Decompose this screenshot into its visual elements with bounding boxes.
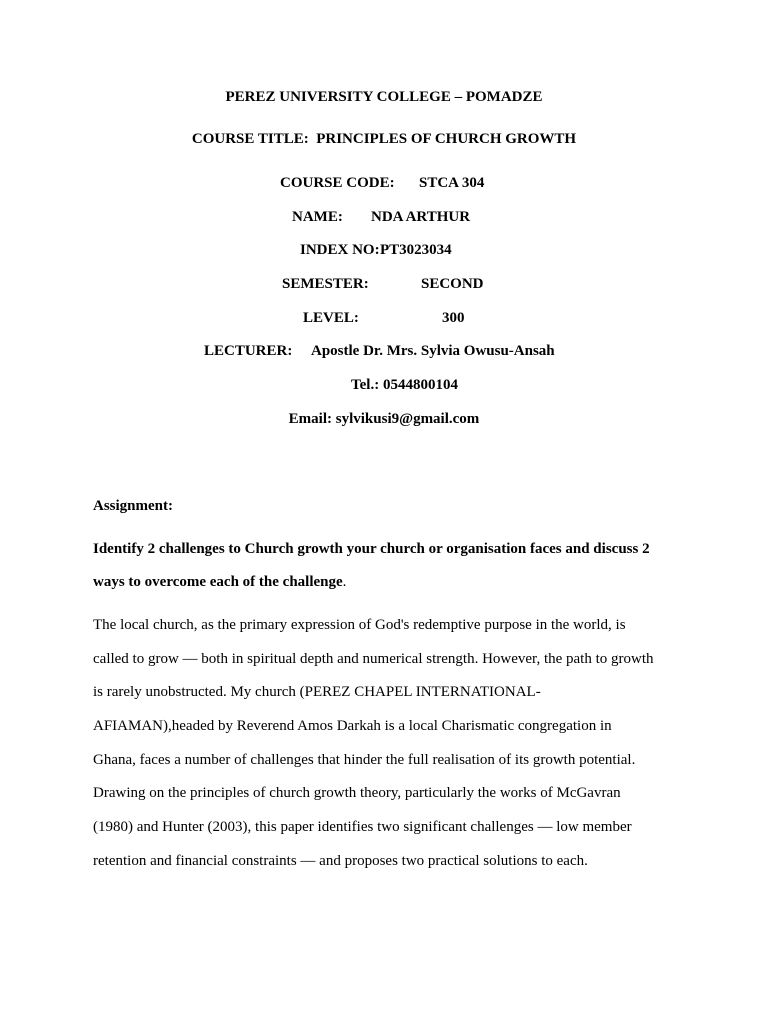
- index-value: PT3023034: [380, 242, 452, 258]
- level-label: LEVEL:: [303, 310, 359, 326]
- semester-label: SEMESTER:: [282, 276, 369, 292]
- course-code-label: COURSE CODE:: [280, 175, 395, 191]
- body-line: retention and financial constraints — and proposes two practical solutions to each.: [93, 853, 588, 869]
- lecturer-value: Apostle Dr. Mrs. Sylvia Owusu-Ansah: [311, 343, 555, 359]
- body-line: AFIAMAN),headed by Reverend Amos Darkah is a local Charismatic congregation in: [93, 718, 612, 734]
- lecturer-email: Email: sylvikusi9@gmail.com: [288, 411, 480, 427]
- lecturer-phone: Tel.: 0544800104: [351, 377, 458, 393]
- name-label: NAME:: [292, 209, 343, 225]
- course-code-value: STCA 304: [419, 175, 485, 191]
- body-line: (1980) and Hunter (2003), this paper identifies two significant challenges — low member: [93, 819, 632, 835]
- lecturer-label: LECTURER:: [204, 343, 293, 359]
- semester-value: SECOND: [421, 276, 484, 292]
- body-line: called to grow — both in spiritual depth and numerical strength. However, the path to growth: [93, 651, 654, 667]
- assignment-question-text: ways to overcome each of the challenge: [93, 574, 343, 590]
- index-label: INDEX NO:: [300, 242, 380, 258]
- body-line: The local church, as the primary expression of God's redemptive purpose in the world, is: [93, 617, 626, 633]
- name-value: NDA ARTHUR: [371, 209, 471, 225]
- level-value: 300: [442, 310, 465, 326]
- assignment-question-line-2: [93, 573, 346, 591]
- course-title: COURSE TITLE: PRINCIPLES OF CHURCH GROWTH: [191, 131, 577, 147]
- assignment-question-period: .: [342, 574, 347, 590]
- body-line: Ghana, faces a number of challenges that hinder the full realisation of its growth potential.: [93, 752, 636, 768]
- institution-title: PEREZ UNIVERSITY COLLEGE – POMADZE: [225, 89, 543, 105]
- assignment-question-line-1: Identify 2 challenges to Church growth your church or organisation faces and discuss 2: [93, 541, 650, 557]
- assignment-heading: Assignment:: [93, 498, 174, 514]
- body-line: is rarely unobstructed. My church (PEREZ CHAPEL INTERNATIONAL-: [93, 684, 541, 700]
- body-line: Drawing on the principles of church growth theory, particularly the works of McGavran: [93, 785, 621, 801]
